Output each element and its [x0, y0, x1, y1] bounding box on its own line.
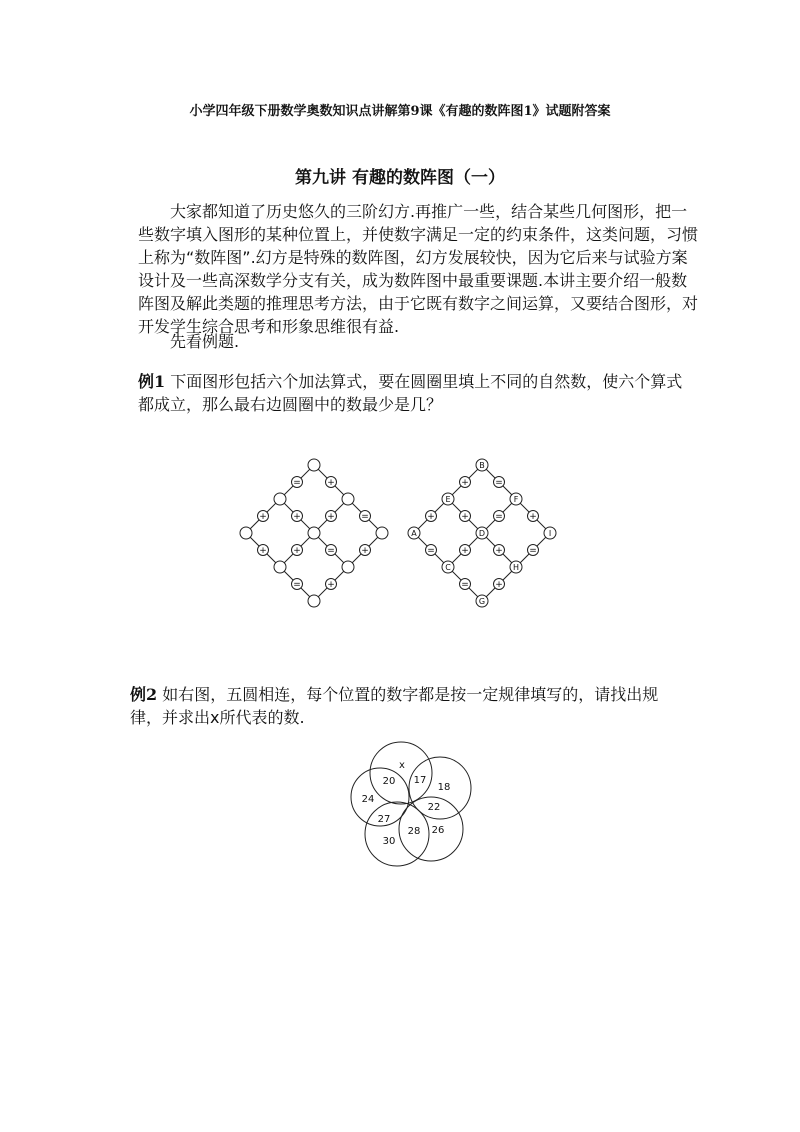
- example1-label: 例1: [138, 372, 166, 391]
- answer-circle: [342, 561, 354, 573]
- number-26: 26: [431, 825, 445, 836]
- intro-paragraph: 大家都知道了历史悠久的三阶幻方.再推广一些，结合某些几何图形，把一些数字填入图形的某种位置上，并使数字满足一定的约束条件，这类问题，习惯上称为“数阵图”.幻方是特殊的数阵图，幻方发展较快，因为它后来与试验方案设计及一些高深数学分支有关，成为数阵图中最重要课题.本讲主要介绍一般数阵图及解此类题的推理思考方法，由于它既有数字之间运算，又要结合图形，对开发学生综合思考和形象思维很有益.: [138, 202, 699, 336]
- answer-circle: [308, 459, 320, 471]
- number-20: 20: [382, 776, 396, 787]
- plus-symbol: +: [361, 546, 369, 556]
- equals-symbol: =: [427, 546, 435, 556]
- plus-symbol: +: [327, 478, 335, 488]
- node-label-B: B: [479, 461, 485, 470]
- node-label-A: A: [411, 529, 417, 538]
- number-27: 27: [377, 814, 391, 825]
- equals-symbol: =: [361, 512, 369, 522]
- lead-in-text: 先看例题.: [170, 332, 240, 351]
- answer-circle: [240, 527, 252, 539]
- ring-circle: [370, 742, 432, 804]
- answer-circle: [342, 493, 354, 505]
- equals-symbol: =: [461, 580, 469, 590]
- number-30: 30: [382, 836, 396, 847]
- equals-symbol: =: [327, 546, 335, 556]
- plus-symbol: +: [259, 546, 267, 556]
- number-28: 28: [407, 826, 421, 837]
- equals-symbol: =: [293, 478, 301, 488]
- equals-symbol: =: [293, 580, 301, 590]
- document-title: 小学四年级下册数学奥数知识点讲解第9课《有趣的数阵图1》试题附答案: [189, 104, 611, 119]
- example1-right-nodes: [408, 459, 556, 607]
- plus-symbol: +: [495, 580, 503, 590]
- plus-symbol: +: [529, 512, 537, 522]
- plus-symbol: +: [259, 512, 267, 522]
- equals-symbol: =: [495, 512, 503, 522]
- node-label-C: C: [445, 563, 451, 572]
- answer-circle: [274, 561, 286, 573]
- plus-symbol: +: [427, 512, 435, 522]
- plus-symbol: +: [293, 546, 301, 556]
- plus-symbol: +: [327, 512, 335, 522]
- plus-symbol: +: [293, 512, 301, 522]
- answer-circle: [274, 493, 286, 505]
- plus-symbol: +: [327, 580, 335, 590]
- plus-symbol: +: [461, 546, 469, 556]
- example2-label: 例2: [130, 685, 158, 704]
- node-label-G: G: [478, 597, 486, 606]
- node-label-D: D: [478, 529, 486, 538]
- number-22: 22: [427, 802, 441, 813]
- number-24: 24: [361, 794, 375, 805]
- node-label-H: H: [512, 563, 520, 572]
- example1-text: 下面图形包括六个加法算式，要在圆圈里填上不同的自然数，使六个算式都成立，那么最右边圆圈中的数最少是几？: [138, 372, 683, 414]
- plus-symbol: +: [461, 512, 469, 522]
- example2-text: 如右图，五圆相连，每个位置的数字都是按一定规律填写的，请找出规律，并求出x所代表的数.: [130, 685, 659, 727]
- number-17: 17: [413, 775, 427, 786]
- plus-symbol: +: [495, 546, 503, 556]
- unknown-x: x: [399, 760, 405, 771]
- equals-symbol: =: [495, 478, 503, 488]
- lesson-title: 第九讲 有趣的数阵图（一）: [295, 168, 505, 188]
- node-label-E: E: [445, 495, 451, 504]
- node-label-F: F: [513, 495, 519, 504]
- answer-circle: [308, 527, 320, 539]
- plus-symbol: +: [461, 478, 469, 488]
- answer-circle: [376, 527, 388, 539]
- number-18: 18: [437, 782, 451, 793]
- example1-left-nodes: [240, 459, 388, 607]
- node-label-I: I: [548, 529, 552, 538]
- equals-symbol: =: [529, 546, 537, 556]
- answer-circle: [308, 595, 320, 607]
